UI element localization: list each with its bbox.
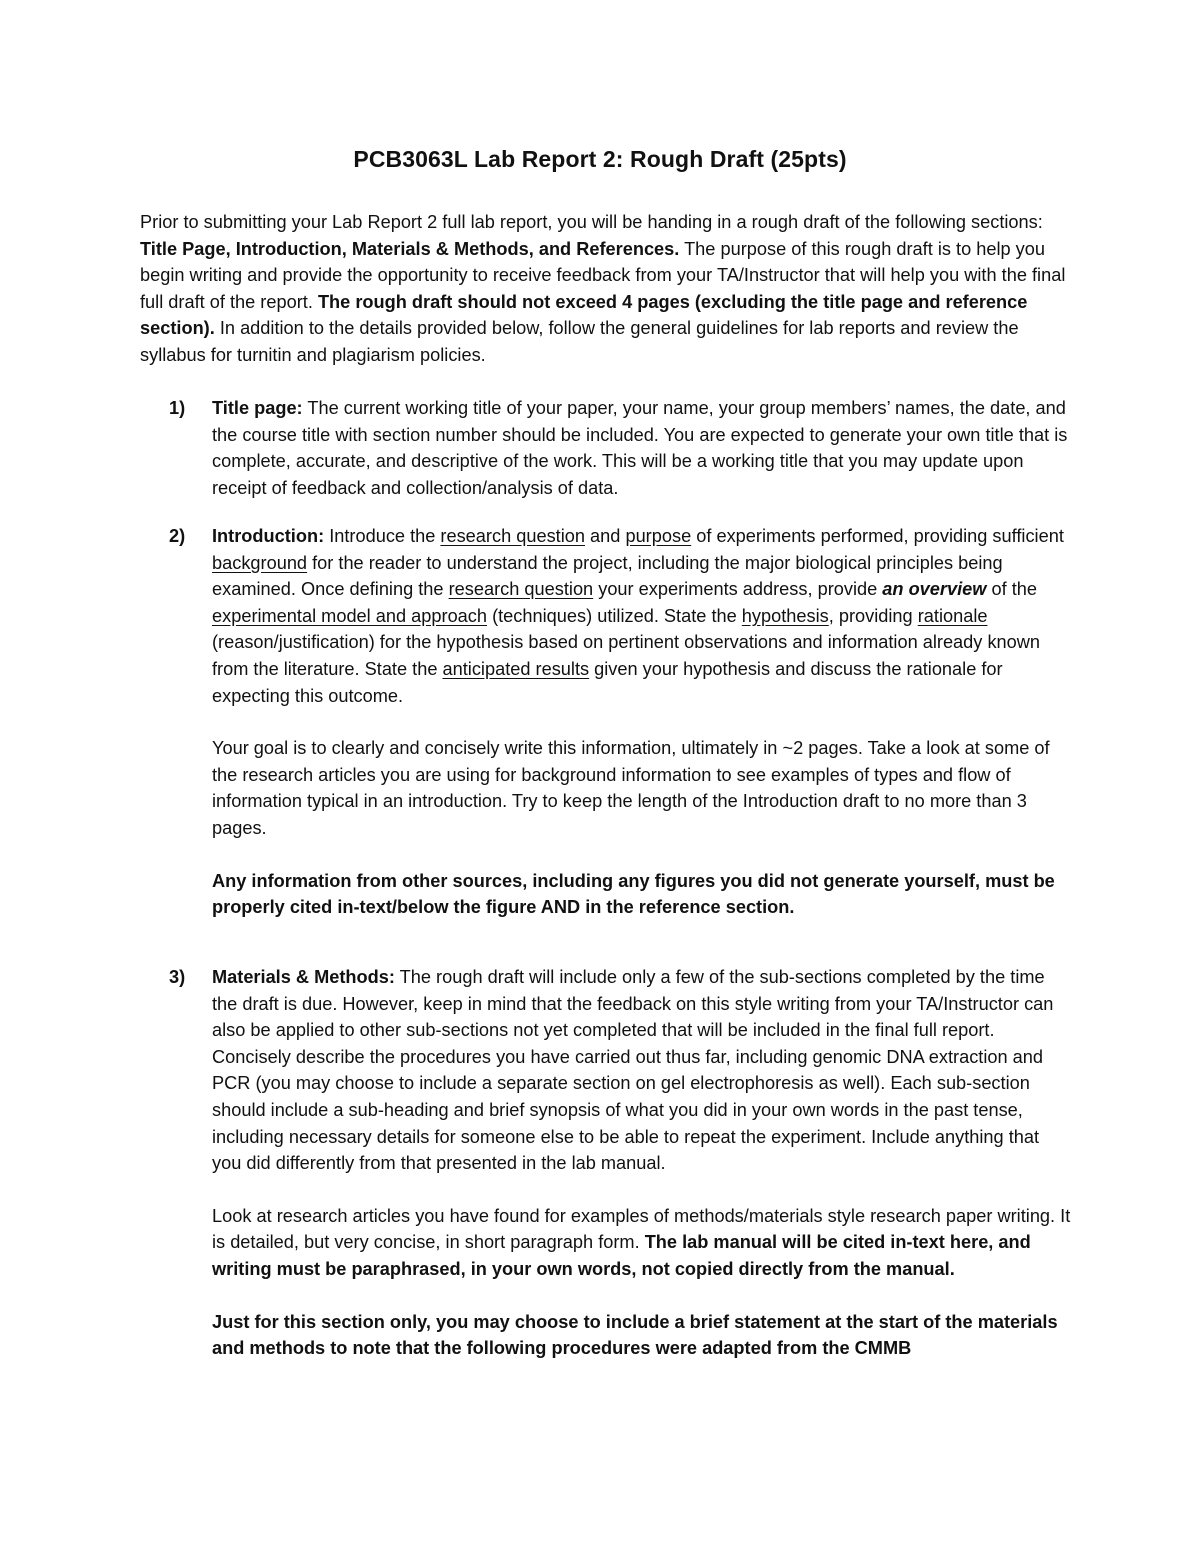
bold-note: The lab manual will be cited in-text here, and writing must be paraphrased, in your own words, not copied directly from the manual. xyxy=(212,1232,1031,1279)
text-run: of the xyxy=(986,579,1037,600)
text-run: and xyxy=(585,526,626,546)
introduction-paragraph-2: Your goal is to clearly and concisely write this information, ultimately in ~2 pages. Take a look at some of the research articles you are using for background information to see examples of types and flow of information typical in an introduction. Try to keep the length of the Introduction draft to no more than 3 pages. xyxy=(212,738,1050,838)
text-run: (reason/justification) for the hypothesis based on pertinent observations and information already known from the literature. State the xyxy=(212,632,1041,679)
title-page-paragraph xyxy=(212,395,1072,501)
methods-paragraph-2 xyxy=(212,1203,1072,1283)
list-item-body xyxy=(212,964,1072,1388)
underlined-term: research question xyxy=(440,526,585,546)
intro-page-limit-bold: The rough draft should not exceed 4 pages (excluding the title page and reference section). xyxy=(140,291,1028,339)
intro-paragraph xyxy=(140,209,1080,369)
underlined-term: anticipated results xyxy=(442,658,590,679)
text-run: , providing xyxy=(828,605,918,626)
underlined-term: hypothesis xyxy=(741,605,829,626)
text-run: your experiments address, provide xyxy=(593,579,883,600)
text-run: of experiments performed, providing sufficient xyxy=(691,526,1064,546)
methods-paragraph-1 xyxy=(212,964,1072,1177)
list-number: 2) xyxy=(169,526,186,546)
list-item-body xyxy=(212,523,1072,947)
underlined-term: experimental model and approach xyxy=(212,605,488,626)
methods-paragraph-3: Just for this section only, you may choose to include a brief statement at the start of the materials and methods to note that the following procedures were adapted from the CMMB xyxy=(212,1311,1058,1359)
intro-sections-bold: Title Page, Introduction, Materials & Methods, and References. xyxy=(140,238,680,259)
list-number: 1) xyxy=(169,398,186,418)
text-run: Look at research articles you have found for examples of methods/materials style research paper writing. It is detailed, but very concise, in short paragraph form. xyxy=(212,1205,1071,1253)
introduction-citation-note: Any information from other sources, including any figures you did not generate yourself, must be properly cited in-text/below the figure AND in the reference section. xyxy=(212,870,1055,918)
intro-text-3: In addition to the details provided below, follow the general guidelines for lab reports and review the syllabus for turnitin and plagiarism policies. xyxy=(140,318,1019,365)
underlined-term: background xyxy=(212,552,308,573)
underlined-term: research question xyxy=(448,579,594,600)
section-label: Title page: xyxy=(212,398,303,418)
text-run: (techniques) utilized. State the xyxy=(487,605,742,626)
text-run: Introduce the xyxy=(324,526,441,546)
introduction-paragraph-1 xyxy=(212,523,1072,709)
emphasized-term: an overview xyxy=(882,579,987,600)
list-item-body xyxy=(212,395,1072,527)
document-title: PCB3063L Lab Report 2: Rough Draft (25pts) xyxy=(353,146,847,172)
section-label: Materials & Methods: xyxy=(212,967,395,987)
intro-text-2: The purpose of this rough draft is to help you begin writing and provide the opportunity to receive feedback from your TA/Instructor that will help you with the final full draft of the report. xyxy=(140,238,1066,312)
list-number: 3) xyxy=(169,967,186,987)
intro-text-1: Prior to submitting your Lab Report 2 full lab report, you will be handing in a rough draft of the following sections: xyxy=(140,212,1043,232)
section-label: Introduction: xyxy=(212,526,325,546)
paragraph-text: The rough draft will include only a few of the sub-sections completed by the time the draft is due. However, keep in mind that the feedback on this style writing from your TA/Instructor can also be applied to other sub-sections not yet completed that will be included in the final full report. Concisely describe the procedures you have carried out thus far, including genomic DNA extraction and PCR (you may choose to include a separate section on gel electrophoresis as well). Each sub-section should include a sub-heading and brief synopsis of what you did in your own words in the past tense, including necessary details for someone else to be able to repeat the experiment. Include anything that you did differently from that presented in the lab manual. xyxy=(212,967,1054,1174)
paragraph-text: The current working title of your paper, your name, your group members’ names, the date, and the course title with section number should be included. You are expected to generate your own title that is complete, accurate, and descriptive of the work. This will be a working title that you may update upon receipt of feedback and collection/analysis of data. xyxy=(212,398,1068,498)
text-run: for the reader to understand the project, including the major biological principles being examined. Once defining the xyxy=(212,552,1003,600)
text-run: given your hypothesis and discuss the rationale for expecting this outcome. xyxy=(212,658,1003,706)
underlined-term: rationale xyxy=(917,605,988,626)
underlined-term: purpose xyxy=(625,526,692,546)
